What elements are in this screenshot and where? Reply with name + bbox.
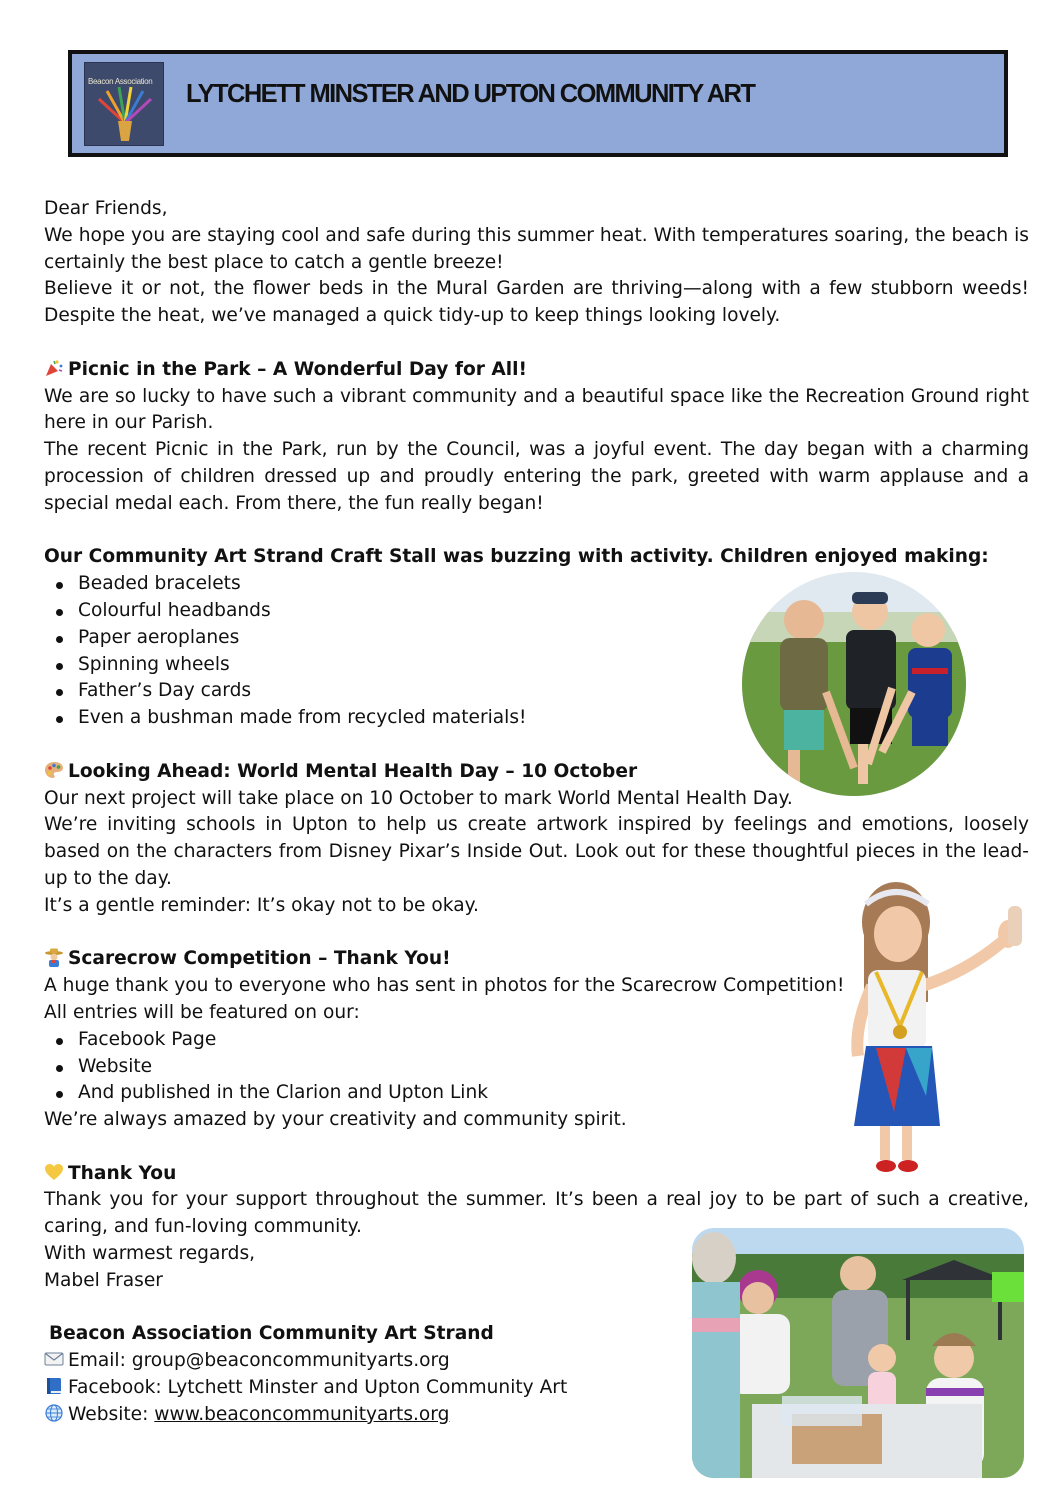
scarecrow-paragraph-2: All entries will be featured on our: xyxy=(44,1001,360,1023)
mental-health-paragraph-3: It’s a gentle reminder: It’s okay not to be okay. xyxy=(44,894,479,916)
yellow-heart-icon xyxy=(44,1162,64,1182)
facebook-text[interactable]: Facebook: Lytchett Minster and Upton Community Art xyxy=(68,1377,568,1399)
thanks-heading-text: Thank You xyxy=(68,1162,177,1184)
list-item: Website xyxy=(78,1054,1029,1081)
scarecrow-paragraph-1: A huge thank you to everyone who has sent in photos for the Scarecrow Competition! xyxy=(44,975,845,997)
party-popper-icon xyxy=(44,358,64,378)
intro-paragraph-2: Believe it or not, the flower beds in the Mural Garden are thriving—along with a few stubborn weeds! Despite the heat, we’ve managed a quick tidy-up to keep things looking lovely. xyxy=(44,278,1029,327)
email-text[interactable]: Email: group@beaconcommunityarts.org xyxy=(68,1350,450,1372)
picnic-paragraph-1: We are so lucky to have such a vibrant community and a beautiful space like the Recreation Ground right here in our Parish. xyxy=(44,385,1029,434)
email-line xyxy=(44,1348,1029,1375)
logo-text: Beacon Association xyxy=(88,77,153,86)
header-banner xyxy=(68,50,1008,157)
list-item: Paper aeroplanes xyxy=(78,625,1029,652)
picnic-heading-text: Picnic in the Park – A Wonderful Day for All! xyxy=(68,358,527,380)
craft-heading: Our Community Art Strand Craft Stall was buzzing with activity. Children enjoyed making: xyxy=(44,546,989,568)
intro-paragraph-1: We hope you are staying cool and safe during this summer heat. With temperatures soaring, the beach is certainly the best place to catch a gentle breeze! xyxy=(44,224,1029,273)
craft-list xyxy=(44,571,1029,732)
greeting: Dear Friends, xyxy=(44,198,168,219)
list-item: Even a bushman made from recycled materials! xyxy=(78,705,1029,732)
blue-book-icon xyxy=(44,1376,64,1396)
mental-health-paragraph-2: We’re inviting schools in Upton to help us create artwork inspired by feelings and emotions, loosely based on the characters from Disney Pixar’s Inside Out. Look out for these thoughtful pieces in the lead-up to the day. xyxy=(44,814,1029,889)
list-item: Beaded bracelets xyxy=(78,571,1029,598)
org-name: Beacon Association Community Art Strand xyxy=(49,1323,494,1345)
signature: Mabel Fraser xyxy=(44,1269,163,1291)
letter-body xyxy=(44,196,1029,1429)
list-item: Father’s Day cards xyxy=(78,678,1029,705)
mental-health-heading-text: Looking Ahead: World Mental Health Day – 10 October xyxy=(68,760,638,782)
facebook-line xyxy=(44,1375,1029,1402)
website-link[interactable]: www.beaconcommunityarts.org xyxy=(154,1403,450,1425)
scarecrow-heading xyxy=(44,946,1029,973)
artist-palette-icon xyxy=(44,760,64,780)
farmer-icon xyxy=(44,947,64,967)
globe-icon xyxy=(44,1403,64,1423)
closing: With warmest regards, xyxy=(44,1243,256,1265)
header-title: LYTCHETT MINSTER AND UPTON COMMUNITY ART xyxy=(186,80,755,108)
thanks-heading xyxy=(44,1161,1029,1188)
scarecrow-list xyxy=(44,1027,1029,1107)
website-line xyxy=(44,1402,1029,1429)
mental-health-paragraph-1: Our next project will take place on 10 October to mark World Mental Health Day. xyxy=(44,787,793,809)
picnic-heading xyxy=(44,357,1029,384)
thanks-paragraph: Thank you for your support throughout the summer. It’s been a real joy to be part of such a creative, caring, and fun-loving community. xyxy=(44,1189,1029,1238)
beacon-logo xyxy=(84,62,164,146)
picnic-paragraph-2: The recent Picnic in the Park, run by the Council, was a joyful event. The day began with a charming procession of children dressed up and proudly entering the park, greeted with warm applause and a special medal each. From there, the fun really began! xyxy=(44,439,1029,514)
website-prefix: Website: xyxy=(68,1403,155,1425)
scarecrow-paragraph-3: We’re always amazed by your creativity and community spirit. xyxy=(44,1109,627,1131)
envelope-icon xyxy=(44,1349,64,1369)
mental-health-heading xyxy=(44,759,1029,786)
list-item: Facebook Page xyxy=(78,1027,1029,1054)
list-item: And published in the Clarion and Upton Link xyxy=(78,1080,1029,1107)
list-item: Colourful headbands xyxy=(78,598,1029,625)
scarecrow-heading-text: Scarecrow Competition – Thank You! xyxy=(68,948,451,970)
list-item: Spinning wheels xyxy=(78,652,1029,679)
